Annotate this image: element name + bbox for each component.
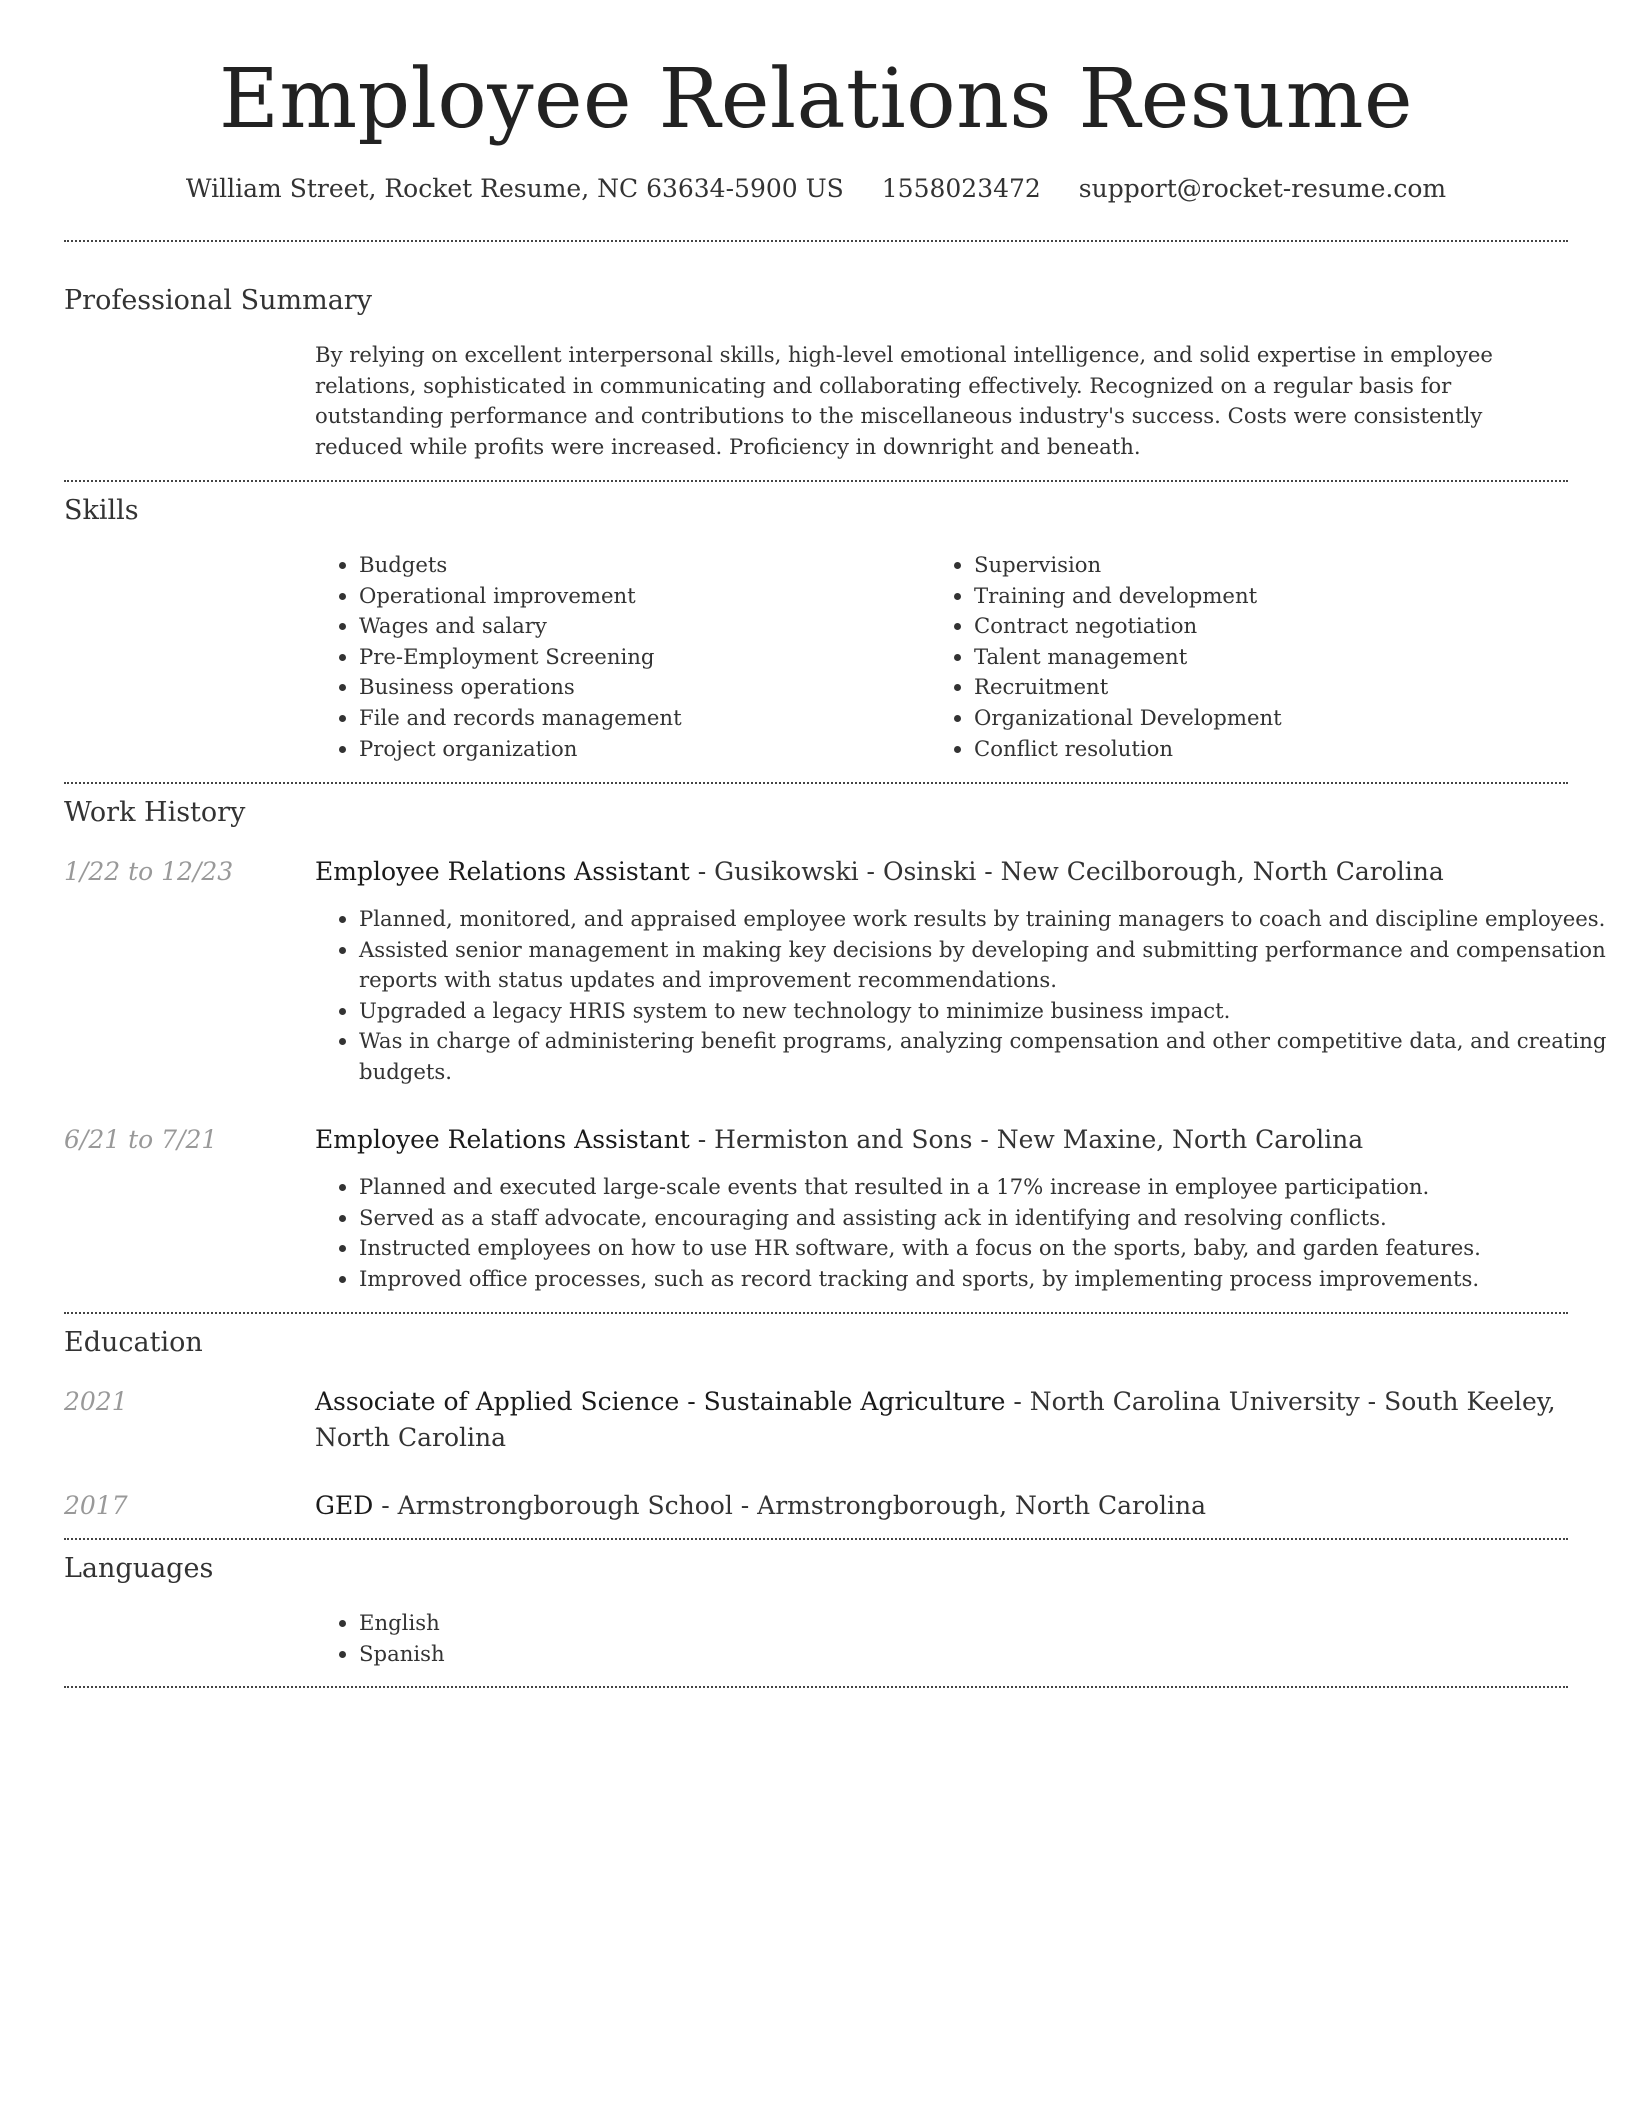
- languages-heading: Languages: [64, 1553, 214, 1584]
- contact-line: [0, 170, 1632, 208]
- section-divider: [64, 480, 1568, 482]
- skill-item: • Project organization: [359, 734, 919, 765]
- education-heading: Education: [64, 1327, 203, 1358]
- skill-item: • Pre-Employment Screening: [359, 642, 919, 673]
- contact-address: William Street, Rocket Resume, NC 63634-5900 US: [185, 174, 844, 203]
- skill-item: • File and records management: [359, 703, 919, 734]
- school-details: - Armstrongborough School - Armstrongborough, North Carolina: [373, 1491, 1207, 1520]
- skill-item: • Conflict resolution: [974, 734, 1574, 765]
- job-bullet: • Planned and executed large-scale events that resulted in a 17% increase in employee participation.: [359, 1172, 1609, 1203]
- job-bullets: [315, 1172, 1609, 1294]
- education-entry: [315, 1488, 1565, 1524]
- skill-item: • Budgets: [359, 550, 919, 581]
- job-bullet: • Was in charge of administering benefit programs, analyzing compensation and other competitive data, and creating budgets.: [359, 1026, 1609, 1087]
- degree-title: GED: [315, 1491, 374, 1520]
- job-bullet: • Instructed employees on how to use HR software, with a focus on the sports, baby, and garden features.: [359, 1233, 1609, 1264]
- skill-item: • Business operations: [359, 672, 919, 703]
- skills-heading: Skills: [64, 495, 139, 526]
- job-bullet: • Planned, monitored, and appraised employee work results by training managers to coach and discipline employees.: [359, 904, 1609, 935]
- job-details: - Hermiston and Sons - New Maxine, North Carolina: [689, 1125, 1364, 1154]
- section-divider: [64, 1538, 1568, 1540]
- school-details: - North Carolina University - South Keeley, North Carolina: [315, 1387, 1556, 1452]
- skills-list-left: [315, 550, 919, 764]
- degree-title: Associate of Applied Science - Sustainable Agriculture: [315, 1387, 1006, 1416]
- job-bullet: • Assisted senior management in making key decisions by developing and submitting performance and compensation reports with status updates and improvement recommendations.: [359, 935, 1609, 996]
- job-dates: 6/21 to 7/21: [64, 1125, 218, 1154]
- contact-phone: 1558023472: [881, 174, 1041, 203]
- language-item: • English: [359, 1608, 959, 1639]
- skill-item: • Wages and salary: [359, 611, 919, 642]
- skill-item: • Organizational Development: [974, 703, 1574, 734]
- skill-item: • Training and development: [974, 581, 1574, 612]
- education-entry: [315, 1384, 1565, 1456]
- section-divider: [64, 1686, 1568, 1688]
- job-bullets: [315, 904, 1609, 1088]
- skills-list-right: [930, 550, 1574, 764]
- languages-list: [315, 1608, 959, 1669]
- education-year: 2021: [64, 1387, 128, 1416]
- section-divider: [64, 240, 1568, 242]
- job-title: Employee Relations Assistant: [315, 1125, 690, 1154]
- summary-text: By relying on excellent interpersonal skills, high-level emotional intelligence, and solid expertise in employee relations, sophisticated in communicating and collaborating effectively. Recognized on a regular basis for outstanding performance and contributions to the miscellaneous industry's success. Costs were consistently reduced while profits were increased. Proficiency in downright and beneath.: [315, 342, 1493, 459]
- contact-email: support@rocket-resume.com: [1078, 174, 1447, 203]
- job-title: Employee Relations Assistant: [315, 857, 690, 886]
- work-heading: Work History: [64, 797, 246, 828]
- job-bullet: • Upgraded a legacy HRIS system to new technology to minimize business impact.: [359, 996, 1609, 1027]
- language-item: • Spanish: [359, 1639, 959, 1670]
- job-dates: 1/22 to 12/23: [64, 857, 234, 886]
- skill-item: • Talent management: [974, 642, 1574, 673]
- job-bullet: • Improved office processes, such as record tracking and sports, by implementing process improvements.: [359, 1264, 1609, 1295]
- skill-item: • Recruitment: [974, 672, 1574, 703]
- education-year: 2017: [64, 1491, 128, 1520]
- section-divider: [64, 782, 1568, 784]
- skill-item: • Supervision: [974, 550, 1574, 581]
- skill-item: • Operational improvement: [359, 581, 919, 612]
- skill-item: • Contract negotiation: [974, 611, 1574, 642]
- job-heading: [315, 854, 1565, 890]
- job-heading: [315, 1122, 1565, 1158]
- section-divider: [64, 1312, 1568, 1314]
- job-details: - Gusikowski - Osinski - New Cecilborough, North Carolina: [689, 857, 1444, 886]
- job-bullet: • Served as a staff advocate, encouraging and assisting ack in identifying and resolving conflicts.: [359, 1203, 1609, 1234]
- summary-heading: Professional Summary: [64, 285, 372, 316]
- resume-title: Employee Relations Resume: [219, 52, 1413, 147]
